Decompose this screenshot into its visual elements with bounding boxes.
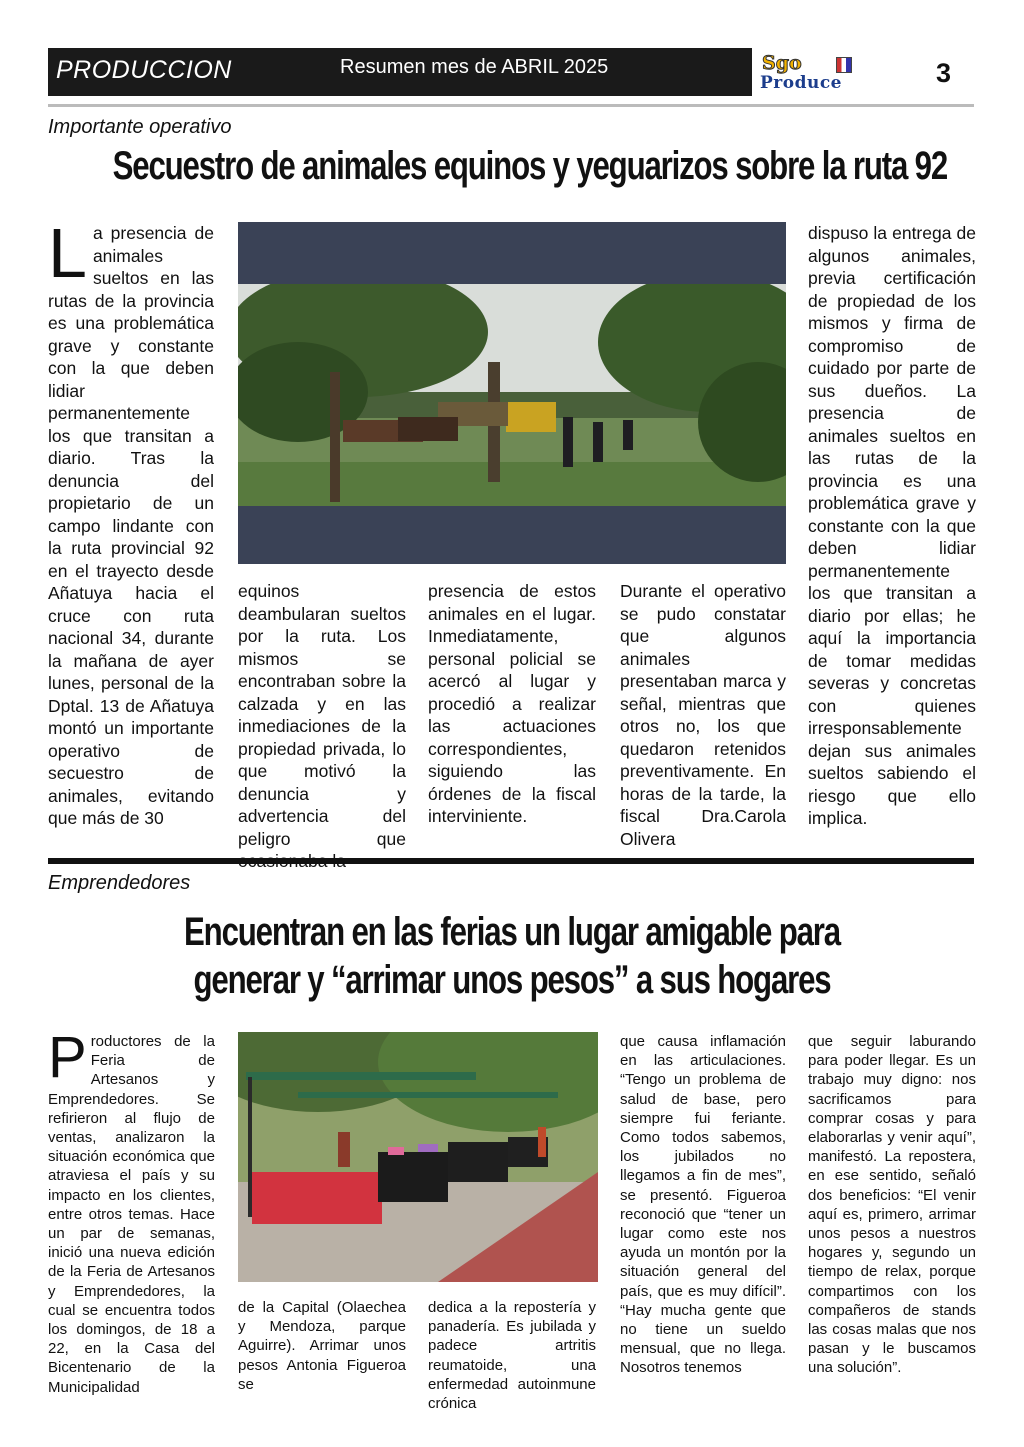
article2-col1-text: roductores de la Feria de Artesanos y Emprendedores. Se refirieron al flujo de ventas, analizaron la situación económica que atraviesa el país y su impacto en los clientes, entre otros temas. Hace un par de semanas, inició una nueva edición de la Feria de Artesanos y Emprendedores, la cual se encuentra todos los domingos, de 18 a 22, en la Casa del Bicentenario de la Municipalidad <box>48 1033 215 1396</box>
article1-column-3: presencia de estos animales en el lugar. Inmediatamente, personal policial se acercó al lugar y procedió a realizar las actuaciones correspondientes, siguiendo las órdenes de la fiscal interviniente. <box>428 581 596 826</box>
article2-column-3: dedica a la repostería y panadería. Es jubilada y padece artritis reumatoide, una enfermedad autoinmune crónica <box>428 1299 596 1413</box>
article1-dropcap: L <box>48 214 87 292</box>
article2-photo <box>238 1032 598 1282</box>
article1-col1-text: a presencia de animales sueltos en las rutas de la provincia es una problemática grave y constante con la que deben lidiar permanentemente los que transitan a diario. Tras la denuncia del propietario de un campo lindante con la ruta provincial 92 en el trayecto desde Añatuya hacia el cruce con ruta nacional 34, durante la mañana de ayer lunes, personal de la Dptal. 13 de Añatuya montó un importante operativo de secuestro de animales, evitando que más de 30 <box>48 223 214 828</box>
publication-logo <box>758 52 902 94</box>
logo-top-text: Sgo <box>762 52 802 74</box>
article1-headline: Secuestro de animales equinos y yeguarizos sobre la ruta 92 <box>112 144 948 188</box>
issue-label: Resumen mes de ABRIL 2025 <box>340 56 609 78</box>
market-stalls-image <box>238 1032 598 1282</box>
article2-column-1 <box>48 1025 215 1397</box>
article2-headline-line1: Encuentran en las ferias un lugar amigable para <box>184 910 840 954</box>
article1-column-5: dispuso la entrega de algunos animales, previa certificación de propiedad de los mismos y firma de compromiso de cuidado por parte de sus dueños. La presencia de animales sueltos en las rutas de la provincia es una problemática grave y constante con la que deben lidiar permanentemente los que transitan a diario por ellas; he aquí la importancia de tomar medidas severas y concretas con quienes irresponsablemente dejan sus animales sueltos sabiendo el riesgo que ello implica. <box>808 223 976 828</box>
article2-column-4: que causa inflamación en las articulaciones. “Tengo un problema de salud de base, pero siempre fui feriante. Como todos sabemos, los jubilados no llegamos a fin de mes”, se presentó. Figueroa reconoció que “tener un lugar como este nos ayuda un montón por la situación general del país, que es muy difícil”. “Hay mucha gente que no tiene un sueldo mensual, que no llega. Nosotros tenemos <box>620 1033 786 1377</box>
article1-kicker: Importante operativo <box>48 116 232 138</box>
section-title: PRODUCCION <box>56 56 232 84</box>
article2-column-5: que seguir laburando para poder llegar. Es un trabajo muy digno: nos sacrificamos para comprar cosas y para elaborarlas y venir aquí”, manifestó. La repostera, en ese sentido, señaló dos beneficios: “El venir aquí es, primero, arrimar unos pesos a nuestros hogares y, segundo un tiempo de relax, porque compartimos con los compañeros de stands las cosas malas que nos pasan y le buscamos una solución”. <box>808 1033 976 1377</box>
article2-kicker: Emprendedores <box>48 872 191 894</box>
logo-bottom-text: Produce <box>760 73 842 93</box>
article-divider <box>48 858 974 864</box>
article2-dropcap: P <box>48 1025 87 1090</box>
article2-column-2: de la Capital (Olaechea y Mendoza, parque Aguirre). Arrimar unos pesos Antonia Figueroa se <box>238 1299 406 1393</box>
article2-headline-line2: generar y “arrimar unos pesos” a sus hogares <box>193 958 831 1002</box>
article1-column-4: Durante el operativo se pudo constatar que algunos animales presentaban marca y señal, mientras que otros no, los que quedaron retenidos preventivamente. En horas de la tarde, la fiscal Dra.Carola Olivera <box>620 581 786 849</box>
article1-column-1 <box>48 214 214 830</box>
article1-column-2: equinos deambularan sueltos por la ruta. Los mismos se encontraban sobre la calzada y en las inmediaciones de la propiedad privada, lo que motivó la denuncia y advertencia del peligro que <box>238 581 406 849</box>
horses-roadside-image <box>238 222 786 564</box>
flag-icon <box>836 57 852 73</box>
article1-photo <box>238 222 786 564</box>
header-divider <box>48 104 974 107</box>
page-number: 3 <box>936 58 952 88</box>
